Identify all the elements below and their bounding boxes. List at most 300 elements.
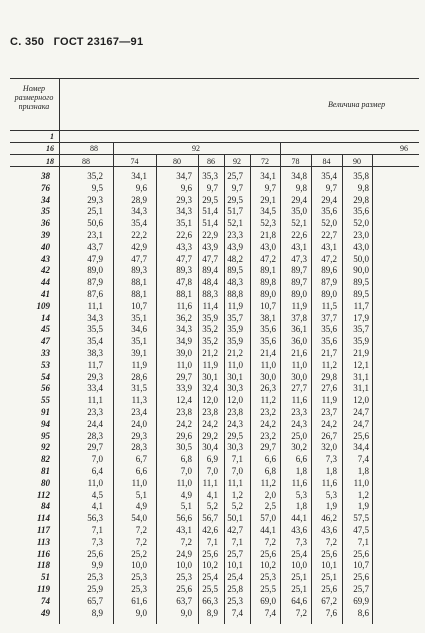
table-cell: 9,8 bbox=[295, 182, 307, 193]
table-cell: 35,3 bbox=[202, 171, 218, 181]
row-label-5: 39 bbox=[41, 230, 50, 240]
table-cell: 27,7 bbox=[291, 383, 307, 394]
table-cell: 23,8 bbox=[227, 407, 243, 417]
table-cell: 11,0 bbox=[353, 477, 369, 488]
table-cell: 33,9 bbox=[176, 383, 192, 394]
table-cell: 35,9 bbox=[227, 336, 243, 347]
table-cell: 34,3 bbox=[176, 324, 192, 335]
table-cell: 11,3 bbox=[131, 395, 147, 406]
table-cell: 21,2 bbox=[202, 348, 218, 358]
table-cell: 23,8 bbox=[202, 407, 218, 417]
table-rule-3 bbox=[10, 154, 419, 155]
table-cell: 24,3 bbox=[291, 418, 307, 429]
table-cell: 6,7 bbox=[135, 454, 147, 465]
table-cell: 7,2 bbox=[325, 536, 337, 547]
table-cell: 34,3 bbox=[131, 206, 147, 217]
table-cell: 25,8 bbox=[227, 584, 243, 594]
table-cell: 43,1 bbox=[176, 525, 192, 535]
table-cell: 25,7 bbox=[227, 171, 243, 181]
table-cell: 43,9 bbox=[227, 241, 243, 252]
table-cell: 11,0 bbox=[260, 359, 276, 370]
table-cell: 24,2 bbox=[260, 418, 276, 429]
table-cell: 57,0 bbox=[260, 513, 276, 524]
column-divider-8 bbox=[342, 154, 343, 624]
table-cell: 7,2 bbox=[295, 607, 307, 618]
row-label-20: 91 bbox=[41, 407, 50, 417]
table-cell: 6,6 bbox=[135, 466, 147, 476]
table-cell: 4,1 bbox=[91, 501, 103, 512]
table-cell: 29,4 bbox=[291, 194, 307, 205]
table-cell: 10,2 bbox=[260, 560, 276, 571]
table-cell: 24,0 bbox=[131, 418, 147, 429]
table-cell: 7,2 bbox=[264, 536, 276, 547]
size-18-header-6: 78 bbox=[291, 157, 300, 166]
table-cell: 7,1 bbox=[206, 536, 218, 547]
table-cell: 7,1 bbox=[231, 536, 243, 547]
table-cell: 25,1 bbox=[291, 572, 307, 583]
row-label-35: 119 bbox=[36, 584, 50, 594]
table-cell: 52,3 bbox=[260, 218, 276, 229]
table-cell: 25,4 bbox=[291, 548, 307, 559]
table-cell: 29,3 bbox=[87, 194, 103, 205]
row-label-4: 36 bbox=[41, 218, 50, 229]
table-cell: 50,0 bbox=[353, 253, 369, 264]
table-cell: 11,7 bbox=[353, 300, 369, 311]
table-cell: 35,0 bbox=[291, 206, 307, 217]
table-cell: 11,9 bbox=[291, 300, 307, 311]
table-cell: 89,7 bbox=[291, 265, 307, 276]
table-cell: 1,2 bbox=[357, 489, 369, 500]
table-cell: 28,9 bbox=[131, 194, 147, 205]
table-cell: 1,9 bbox=[357, 501, 369, 512]
table-cell: 23,2 bbox=[260, 407, 276, 417]
table-cell: 11,0 bbox=[227, 359, 243, 370]
table-cell: 56,6 bbox=[176, 513, 192, 524]
table-cell: 50,1 bbox=[227, 513, 243, 524]
table-cell: 38,3 bbox=[87, 348, 103, 358]
table-cell: 7,4 bbox=[231, 607, 243, 618]
table-cell: 29,3 bbox=[176, 194, 192, 205]
table-cell: 25,2 bbox=[131, 548, 147, 559]
table-cell: 35,5 bbox=[87, 324, 103, 335]
table-cell: 24,7 bbox=[353, 407, 369, 417]
row-label-31: 113 bbox=[36, 536, 50, 547]
table-cell: 30,3 bbox=[227, 383, 243, 394]
row-label-6: 40 bbox=[41, 241, 50, 252]
table-cell: 29,5 bbox=[227, 430, 243, 441]
table-cell: 25,6 bbox=[353, 572, 369, 583]
table-cell: 17,9 bbox=[353, 312, 369, 323]
table-cell: 7,4 bbox=[264, 607, 276, 618]
table-cell: 9,7 bbox=[206, 182, 218, 193]
table-cell: 24,4 bbox=[87, 418, 103, 429]
table-cell: 11,0 bbox=[291, 359, 307, 370]
table-cell: 11,6 bbox=[321, 477, 337, 488]
table-cell: 5,2 bbox=[206, 501, 218, 512]
table-cell: 47,7 bbox=[176, 253, 192, 264]
table-cell: 25,4 bbox=[227, 572, 243, 583]
table-cell: 51,7 bbox=[227, 206, 243, 217]
table-cell: 89,0 bbox=[321, 289, 337, 299]
table-cell: 11,6 bbox=[291, 477, 307, 488]
table-cell: 24,9 bbox=[176, 548, 192, 559]
table-cell: 47,9 bbox=[87, 253, 103, 264]
column-divider-4 bbox=[224, 154, 225, 624]
table-cell: 88,1 bbox=[131, 289, 147, 299]
table-cell: 29,4 bbox=[321, 194, 337, 205]
table-cell: 88,3 bbox=[202, 289, 218, 299]
table-cell: 10,0 bbox=[131, 560, 147, 571]
table-cell: 47,7 bbox=[202, 253, 218, 264]
table-cell: 51,4 bbox=[202, 218, 218, 229]
table-cell: 42,6 bbox=[202, 525, 218, 535]
table-cell: 11,6 bbox=[291, 395, 307, 406]
table-cell: 56,3 bbox=[87, 513, 103, 524]
table-cell: 28,3 bbox=[131, 442, 147, 453]
table-cell: 12,1 bbox=[353, 359, 369, 370]
table-cell: 35,7 bbox=[353, 324, 369, 335]
table-cell: 7,4 bbox=[357, 454, 369, 465]
size-16-value-96: 96 bbox=[400, 144, 408, 153]
table-cell: 89,5 bbox=[227, 265, 243, 276]
table-cell: 4,9 bbox=[135, 501, 147, 512]
table-cell: 42,7 bbox=[227, 525, 243, 535]
table-cell: 11,6 bbox=[176, 300, 192, 311]
table-cell: 35,6 bbox=[321, 206, 337, 217]
table-cell: 43,7 bbox=[87, 241, 103, 252]
size-18-header-5: 72 bbox=[261, 157, 269, 166]
table-cell: 25,5 bbox=[260, 584, 276, 594]
table-cell: 32,4 bbox=[202, 383, 218, 394]
table-cell: 4,5 bbox=[91, 489, 103, 500]
table-cell: 61,6 bbox=[131, 595, 147, 606]
table-cell: 90,0 bbox=[353, 265, 369, 276]
size-18-header-3: 86 bbox=[207, 157, 215, 166]
table-cell: 30,5 bbox=[176, 442, 192, 453]
table-cell: 37,8 bbox=[291, 312, 307, 323]
table-cell: 11,1 bbox=[87, 300, 103, 311]
table-cell: 1,8 bbox=[325, 466, 337, 476]
table-cell: 21,4 bbox=[260, 348, 276, 358]
row-label-7: 43 bbox=[41, 253, 50, 264]
table-cell: 5,3 bbox=[295, 489, 307, 500]
table-cell: 1,8 bbox=[295, 501, 307, 512]
table-cell: 46,2 bbox=[321, 513, 337, 524]
row-label-14: 47 bbox=[41, 336, 50, 347]
size-row-16-label: 16 bbox=[46, 144, 54, 153]
page-header bbox=[10, 36, 149, 48]
table-cell: 10,0 bbox=[291, 560, 307, 571]
table-cell: 34,8 bbox=[291, 171, 307, 181]
table-cell: 8,9 bbox=[91, 607, 103, 618]
table-cell: 25,9 bbox=[87, 584, 103, 594]
table-cell: 5,1 bbox=[180, 501, 192, 512]
row-label-22: 95 bbox=[41, 430, 50, 441]
table-cell: 34,3 bbox=[176, 206, 192, 217]
table-cell: 36,2 bbox=[176, 312, 192, 323]
size-18-header-4: 92 bbox=[233, 157, 241, 166]
size-18-header-8: 90 bbox=[353, 157, 361, 166]
table-cell: 31,1 bbox=[353, 383, 369, 394]
table-cell: 7,0 bbox=[91, 454, 103, 465]
row-label-36: 74 bbox=[41, 595, 50, 606]
row-label-15: 33 bbox=[41, 348, 50, 358]
table-cell: 88,1 bbox=[176, 289, 192, 299]
table-cell: 54,0 bbox=[131, 513, 147, 524]
table-cell: 9,7 bbox=[231, 182, 243, 193]
row-label-24: 82 bbox=[41, 454, 50, 465]
table-cell: 22,6 bbox=[291, 230, 307, 240]
table-cell: 63,7 bbox=[176, 595, 192, 606]
table-cell: 12,0 bbox=[227, 395, 243, 406]
table-cell: 30,1 bbox=[202, 371, 218, 382]
table-cell: 52,1 bbox=[227, 218, 243, 229]
row-label-3: 35 bbox=[41, 206, 50, 217]
table-cell: 11,2 bbox=[260, 395, 276, 406]
table-cell: 6,6 bbox=[264, 454, 276, 465]
table-cell: 89,5 bbox=[353, 289, 369, 299]
table-cell: 11,5 bbox=[321, 300, 337, 311]
table-cell: 89,0 bbox=[87, 265, 103, 276]
table-cell: 27,6 bbox=[321, 383, 337, 394]
table-cell: 43,6 bbox=[321, 525, 337, 535]
header-right-label: Величина размер bbox=[328, 100, 386, 109]
table-cell: 7,6 bbox=[325, 607, 337, 618]
table-cell: 25,3 bbox=[87, 572, 103, 583]
table-cell: 21,8 bbox=[260, 230, 276, 240]
table-cell: 22,2 bbox=[131, 230, 147, 240]
table-cell: 23,1 bbox=[87, 230, 103, 240]
table-cell: 29,6 bbox=[176, 430, 192, 441]
standard-code: ГОСТ 23167—91 bbox=[53, 36, 144, 48]
table-cell: 24,2 bbox=[321, 418, 337, 429]
table-cell: 21,9 bbox=[353, 348, 369, 358]
table-cell: 47,3 bbox=[291, 253, 307, 264]
table-cell: 29,8 bbox=[353, 194, 369, 205]
row-label-9: 44 bbox=[41, 277, 50, 288]
table-cell: 87,9 bbox=[87, 277, 103, 288]
table-cell: 87,6 bbox=[87, 289, 103, 299]
table-cell: 89,0 bbox=[291, 289, 307, 299]
table-cell: 11,9 bbox=[131, 359, 147, 370]
table-cell: 9,7 bbox=[325, 182, 337, 193]
table-cell: 7,2 bbox=[135, 525, 147, 535]
table-cell: 25,1 bbox=[321, 572, 337, 583]
table-cell: 48,2 bbox=[227, 253, 243, 264]
size-18-header-7: 84 bbox=[322, 157, 331, 166]
table-cell: 7,0 bbox=[180, 466, 192, 476]
table-cell: 25,7 bbox=[353, 584, 369, 594]
row-label-23: 92 bbox=[41, 442, 50, 453]
table-cell: 7,1 bbox=[91, 525, 103, 535]
table-cell: 89,7 bbox=[291, 277, 307, 288]
table-cell: 89,3 bbox=[131, 265, 147, 276]
column-divider-9 bbox=[372, 154, 373, 624]
table-cell: 1,9 bbox=[325, 501, 337, 512]
table-cell: 23,2 bbox=[260, 430, 276, 441]
table-cell: 47,2 bbox=[260, 253, 276, 264]
size-row-18-label: 18 bbox=[46, 157, 54, 166]
table-cell: 32,0 bbox=[321, 442, 337, 453]
table-cell: 12,0 bbox=[353, 395, 369, 406]
row-label-19: 55 bbox=[41, 395, 50, 406]
row-label-12: 14 bbox=[41, 312, 50, 323]
row-label-32: 116 bbox=[36, 548, 50, 559]
table-cell: 6,9 bbox=[206, 454, 218, 465]
table-cell: 26,3 bbox=[260, 383, 276, 394]
table-cell: 34,1 bbox=[131, 171, 147, 181]
table-cell: 35,7 bbox=[227, 312, 243, 323]
table-cell: 4,1 bbox=[206, 489, 218, 500]
table-cell: 25,5 bbox=[202, 584, 218, 594]
table-cell: 25,6 bbox=[202, 548, 218, 559]
table-cell: 34,4 bbox=[353, 442, 369, 453]
table-cell: 28,6 bbox=[131, 371, 147, 382]
table-cell: 33,4 bbox=[87, 383, 103, 394]
table-cell: 35,1 bbox=[176, 218, 192, 229]
table-cell: 10,1 bbox=[321, 560, 337, 571]
table-cell: 65,7 bbox=[87, 595, 103, 606]
table-cell: 35,8 bbox=[353, 171, 369, 181]
table-cell: 29,7 bbox=[260, 442, 276, 453]
table-cell: 7,0 bbox=[231, 466, 243, 476]
table-cell: 8,6 bbox=[357, 607, 369, 618]
table-cell: 30,3 bbox=[227, 442, 243, 453]
table-cell: 25,3 bbox=[131, 584, 147, 594]
table-cell: 9,0 bbox=[180, 607, 192, 618]
table-cell: 25,6 bbox=[321, 548, 337, 559]
table-cell: 7,1 bbox=[357, 536, 369, 547]
column-divider-2 bbox=[156, 154, 157, 624]
table-cell: 23,7 bbox=[321, 407, 337, 417]
table-cell: 39,0 bbox=[176, 348, 192, 358]
table-cell: 7,1 bbox=[231, 454, 243, 465]
table-cell: 35,2 bbox=[202, 324, 218, 335]
table-cell: 5,1 bbox=[135, 489, 147, 500]
table-cell: 23,3 bbox=[291, 407, 307, 417]
table-cell: 29,5 bbox=[227, 194, 243, 205]
table-rule-4 bbox=[10, 166, 419, 167]
table-cell: 88,8 bbox=[227, 289, 243, 299]
table-cell: 25,4 bbox=[202, 572, 218, 583]
table-cell: 43,0 bbox=[260, 241, 276, 252]
size-18-header-1: 74 bbox=[130, 157, 139, 166]
column-divider-5 bbox=[250, 154, 251, 624]
row-label-30: 117 bbox=[36, 525, 50, 535]
header-left-line-3: признака bbox=[18, 102, 50, 111]
table-cell: 11,0 bbox=[176, 477, 192, 488]
table-cell: 29,7 bbox=[87, 442, 103, 453]
table-cell: 22,6 bbox=[176, 230, 192, 240]
table-cell: 25,6 bbox=[87, 548, 103, 559]
table-cell: 56,7 bbox=[202, 513, 218, 524]
table-cell: 38,1 bbox=[260, 312, 276, 323]
table-cell: 7,0 bbox=[206, 466, 218, 476]
table-cell: 50,6 bbox=[87, 218, 103, 229]
table-cell: 9,9 bbox=[91, 560, 103, 571]
size-18-header-0: 88 bbox=[82, 157, 90, 166]
column-divider-6 bbox=[280, 154, 281, 624]
table-cell: 9,8 bbox=[357, 182, 369, 193]
table-cell: 43,6 bbox=[291, 525, 307, 535]
table-cell: 43,1 bbox=[321, 241, 337, 252]
table-cell: 9,6 bbox=[180, 182, 192, 193]
table-cell: 25,3 bbox=[131, 572, 147, 583]
table-cell: 10,7 bbox=[131, 300, 147, 311]
table-cell: 43,0 bbox=[353, 241, 369, 252]
table-cell: 1,8 bbox=[357, 466, 369, 476]
table-cell: 43,3 bbox=[176, 241, 192, 252]
table-rule-2 bbox=[10, 142, 419, 143]
page-number: С. 350 bbox=[10, 36, 45, 48]
row-label-2: 34 bbox=[41, 194, 50, 205]
table-rule-0 bbox=[10, 78, 419, 79]
table-cell: 37,7 bbox=[321, 312, 337, 323]
table-cell: 89,8 bbox=[260, 277, 276, 288]
table-cell: 24,7 bbox=[353, 418, 369, 429]
table-cell: 31,1 bbox=[353, 371, 369, 382]
table-cell: 12,4 bbox=[176, 395, 192, 406]
column-divider-16-b bbox=[280, 142, 281, 154]
table-cell: 44,1 bbox=[260, 525, 276, 535]
table-cell: 25,0 bbox=[291, 430, 307, 441]
table-cell: 30,2 bbox=[291, 442, 307, 453]
table-cell: 25,1 bbox=[87, 206, 103, 217]
size-18-header-2: 80 bbox=[173, 157, 181, 166]
table-cell: 9,7 bbox=[264, 182, 276, 193]
table-cell: 30,1 bbox=[227, 371, 243, 382]
table-cell: 48,3 bbox=[227, 277, 243, 288]
table-cell: 9,0 bbox=[135, 607, 147, 618]
table-cell: 30,4 bbox=[202, 442, 218, 453]
table-cell: 47,5 bbox=[353, 525, 369, 535]
table-cell: 51,4 bbox=[202, 206, 218, 217]
table-cell: 7,2 bbox=[180, 536, 192, 547]
table-cell: 69,9 bbox=[353, 595, 369, 606]
table-cell: 22,7 bbox=[321, 230, 337, 240]
table-cell: 7,3 bbox=[91, 536, 103, 547]
row-label-37: 49 bbox=[41, 607, 50, 618]
table-cell: 35,9 bbox=[353, 336, 369, 347]
table-cell: 42,9 bbox=[131, 241, 147, 252]
table-cell: 10,2 bbox=[202, 560, 218, 571]
table-cell: 25,6 bbox=[176, 584, 192, 594]
index-row-label: 1 bbox=[50, 132, 54, 141]
table-cell: 11,7 bbox=[87, 359, 103, 370]
size-values-table bbox=[10, 78, 419, 624]
table-cell: 48,4 bbox=[202, 277, 218, 288]
table-cell: 23,3 bbox=[227, 230, 243, 240]
table-cell: 25,3 bbox=[260, 572, 276, 583]
table-cell: 89,0 bbox=[260, 289, 276, 299]
table-cell: 23,0 bbox=[353, 230, 369, 240]
row-label-16: 53 bbox=[41, 359, 50, 370]
row-label-18: 56 bbox=[41, 383, 50, 394]
table-cell: 11,1 bbox=[202, 477, 218, 488]
table-cell: 26,7 bbox=[321, 430, 337, 441]
table-cell: 35,1 bbox=[131, 336, 147, 347]
table-cell: 11,0 bbox=[131, 477, 147, 488]
row-label-21: 94 bbox=[41, 418, 50, 429]
table-cell: 34,1 bbox=[260, 171, 276, 181]
table-cell: 25,1 bbox=[291, 584, 307, 594]
row-label-17: 54 bbox=[41, 371, 50, 382]
row-label-26: 80 bbox=[41, 477, 50, 488]
table-cell: 34,7 bbox=[176, 171, 192, 181]
row-label-33: 118 bbox=[36, 560, 50, 571]
table-cell: 67,2 bbox=[321, 595, 337, 606]
table-cell: 4,9 bbox=[180, 489, 192, 500]
